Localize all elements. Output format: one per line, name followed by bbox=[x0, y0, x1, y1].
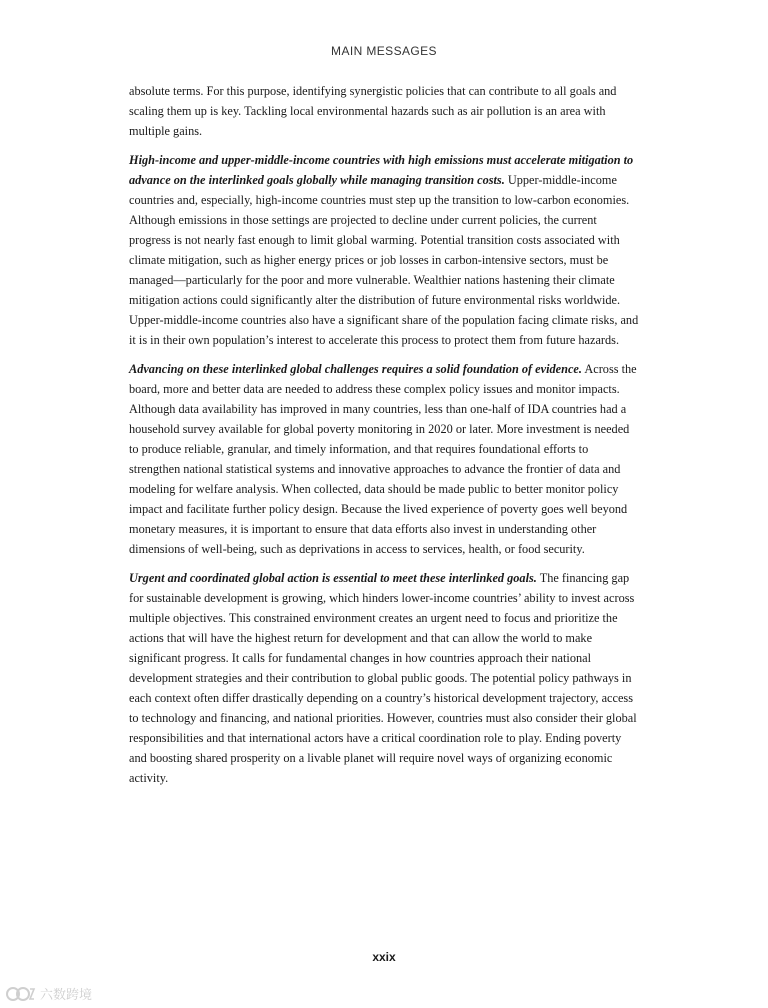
paragraph-body: Upper-middle-income countries and, especially, high-income countries must step up the transition to low-carbon economies. Although emissions in those settings are projected to decline under current policies, the current progress is not nearly fast enough to limit global warming. Potential transition costs associated with climate mitigation, such as higher energy prices or job losses in carbon-intensive sectors, must be managed—particularly for the poor and more vulnerable. Wealthier nations hastening their climate mitigation actions could significantly alter the distribution of future environmental risks worldwide. Upper-middle-income countries also have a significant share of the population facing climate risks, and it is in their own population’s interest to accelerate this process to protect them from future hazards. bbox=[129, 173, 639, 347]
paragraph-body: The financing gap for sustainable development is growing, which hinders lower-income countries’ ability to invest across multiple objectives. This constrained environment creates an urgent need to focus and prioritize the actions that will have the highest return for development and that can allow the world to make significant progress. It calls for fundamental changes in how countries approach their national development strategies and their contribution to global public goods. The potential policy pathways in each context often differ drastically depending on a country’s historical development trajectory, access to technology and financing, and national priorities. However, countries must also consider their global responsibilities and that international actors have a critical coordination role to play. Ending poverty and boosting shared prosperity on a livable planet will require novel ways of organizing economic activity. bbox=[129, 571, 637, 785]
page-number: xxix bbox=[372, 950, 396, 964]
watermark-text: 六数跨境 bbox=[40, 988, 93, 1003]
paragraph-lead: High-income and upper-middle-income countries with high emissions must accelerate mitigation to advance on the interlinked goals globally while managing transition costs. bbox=[129, 153, 634, 188]
running-head: MAIN MESSAGES bbox=[331, 44, 437, 58]
paragraph-mitigation bbox=[129, 151, 639, 351]
paragraph-continuation bbox=[129, 82, 639, 142]
paragraph-lead: Urgent and coordinated global action is essential to meet these interlinked goals. bbox=[129, 571, 537, 586]
watermark bbox=[6, 984, 92, 1003]
paragraph-body: absolute terms. For this purpose, identifying synergistic policies that can contribute to all goals and scaling them up is key. Tackling local environmental hazards such as air pollution is an area with multiple gains. bbox=[129, 84, 617, 138]
brand-logo-icon bbox=[6, 985, 36, 1003]
body-text bbox=[129, 82, 639, 798]
paragraph-lead: Advancing on these interlinked global challenges requires a solid foundation of evidence. bbox=[129, 362, 582, 377]
paragraph-body: Across the board, more and better data are needed to address these complex policy issues and monitor impacts. Although data availability has improved in many countries, less than one-half of IDA countries had a household survey available for global poverty monitoring in 2020 or later. More investment is needed to produce reliable, granular, and timely information, and that requires foundational efforts to strengthen national statistical systems and innovative approaches to advance the frontier of data and modeling for welfare analysis. When collected, data should be made public to better monitor policy impact and facilitate further policy design. Because the lived experience of poverty goes well beyond monetary measures, it is important to ensure that data efforts also invest in understanding other dimensions of well-being, such as deprivations in access to services, health, or food security. bbox=[129, 362, 637, 556]
paragraph-global-action bbox=[129, 569, 639, 788]
paragraph-evidence bbox=[129, 360, 639, 560]
